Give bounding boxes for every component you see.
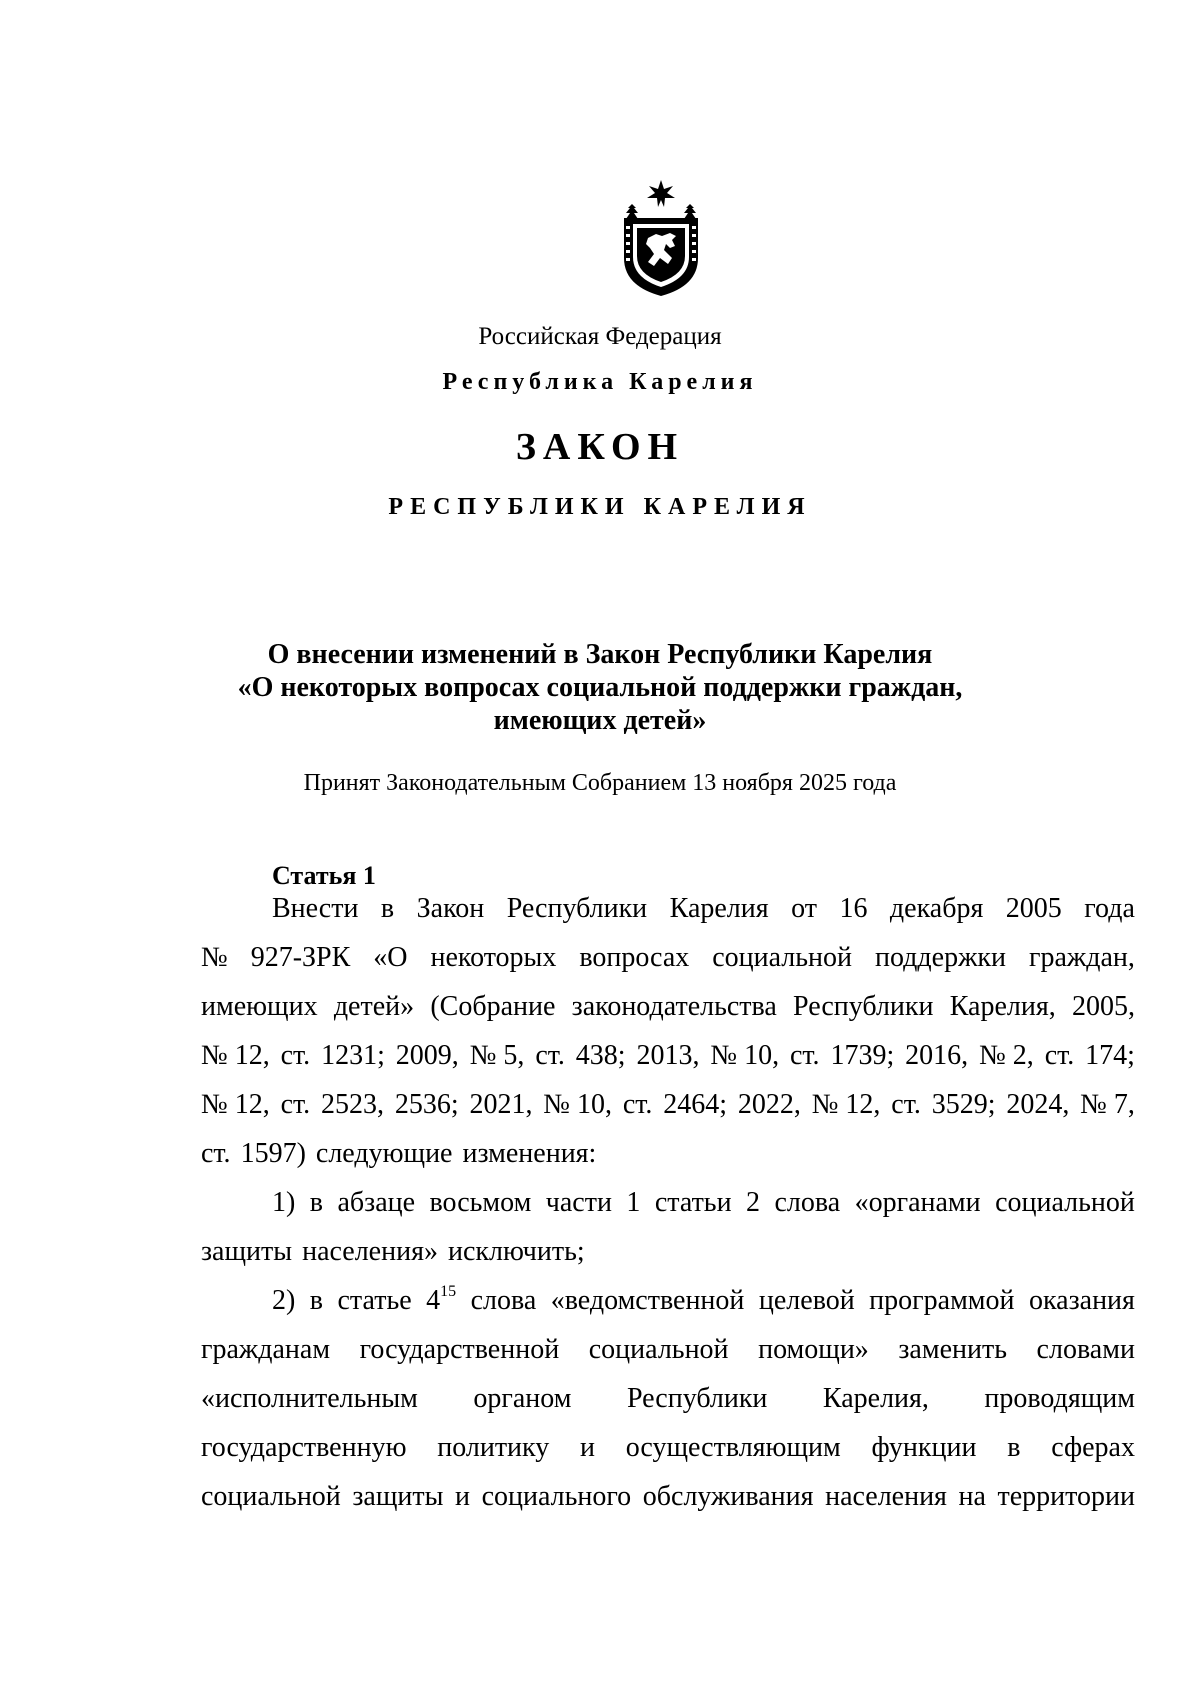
text-line	[201, 884, 1135, 933]
word: социальной	[995, 1187, 1135, 1218]
word: заменить	[898, 1334, 1007, 1365]
word: 2021,	[469, 1089, 533, 1120]
word: 16	[839, 893, 868, 924]
word: сферах	[1051, 1432, 1135, 1463]
word: социальной	[588, 1334, 729, 1365]
text-line	[201, 1423, 1135, 1472]
text-line	[201, 933, 1135, 982]
word: 927-ЗРК	[250, 942, 351, 973]
word: словами	[1036, 1334, 1135, 1365]
word: социального	[481, 1481, 632, 1512]
word: законодательства	[571, 991, 777, 1022]
text-line	[201, 1472, 1135, 1521]
word: «исполнительным	[201, 1383, 418, 1414]
word: ст.	[201, 1138, 231, 1169]
word: политику	[437, 1432, 550, 1463]
word: № 12,	[811, 1089, 881, 1120]
word: № 7,	[1080, 1089, 1135, 1120]
word: «органами	[854, 1187, 981, 1218]
word: обслуживания	[642, 1481, 814, 1512]
word: 1)	[272, 1187, 296, 1218]
word: изменения:	[462, 1138, 597, 1169]
word: некоторых	[430, 942, 557, 973]
word: детей»	[333, 991, 415, 1022]
word: от	[791, 893, 817, 924]
text-line	[201, 1227, 1135, 1276]
word: 2536;	[394, 1089, 459, 1120]
word: целевой	[758, 1285, 855, 1316]
word: оказания	[1028, 1285, 1135, 1316]
adoption-note: Принят Законодательным Собранием 13 ноября 2025 года	[303, 770, 897, 796]
word: 2013,	[636, 1040, 700, 1071]
word: статье	[337, 1285, 412, 1316]
word: «ведомственной	[550, 1285, 745, 1316]
word: имеющих	[201, 991, 318, 1022]
word: ст.	[535, 1040, 565, 1071]
word: (Собрание	[430, 991, 556, 1022]
word: гражданам	[201, 1334, 331, 1365]
text-line	[201, 982, 1135, 1031]
text-line	[201, 1325, 1135, 1374]
word: слова	[470, 1285, 537, 1316]
law-title-line: «О некоторых вопросах социальной поддержки граждан,	[237, 672, 963, 703]
word: Закон	[416, 893, 485, 924]
article-number-superscript: 15	[440, 1282, 457, 1300]
word: в	[1007, 1432, 1021, 1463]
word: №	[201, 942, 228, 973]
word: 174;	[1085, 1040, 1135, 1071]
word: 2009,	[395, 1040, 459, 1071]
word: защиты	[352, 1481, 444, 1512]
word: исключить;	[447, 1236, 585, 1267]
word: № 5,	[469, 1040, 525, 1071]
word: 2523,	[320, 1089, 384, 1120]
country-name: Российская Федерация	[478, 323, 722, 350]
law-title	[0, 638, 1200, 737]
word: «О	[373, 942, 408, 973]
word: органом	[473, 1383, 572, 1414]
word: в	[380, 893, 395, 924]
word: вопросах	[579, 942, 690, 973]
article-body	[201, 884, 1135, 1521]
word: 2024,	[1006, 1089, 1070, 1120]
text-line	[201, 1080, 1135, 1129]
word: населения»	[302, 1236, 438, 1267]
word: Внести	[272, 893, 359, 924]
word: 1	[626, 1187, 641, 1218]
word: ст.	[280, 1089, 311, 1120]
word: государственной	[359, 1334, 560, 1365]
word: 438;	[575, 1040, 626, 1071]
word: помощи»	[758, 1334, 869, 1365]
text-line	[201, 1178, 1135, 1227]
word: поддержки	[874, 942, 1007, 973]
word: ст.	[1044, 1040, 1075, 1071]
word: социальной	[201, 1481, 341, 1512]
word: в	[309, 1285, 324, 1316]
word: и	[455, 1481, 471, 1512]
word: Республики	[626, 1383, 768, 1414]
article-heading: Статья 1	[272, 861, 376, 890]
word: № 10,	[710, 1040, 780, 1071]
word: территории	[997, 1481, 1135, 1512]
word: программой	[869, 1285, 1015, 1316]
word: Республики	[793, 991, 934, 1022]
word: защиты	[201, 1236, 293, 1267]
word: в	[309, 1187, 324, 1218]
republic-name: Республика Карелия	[442, 369, 758, 395]
word: граждан,	[1028, 942, 1135, 973]
text-line	[201, 1276, 1135, 1325]
word: № 2,	[979, 1040, 1034, 1071]
word: абзаце	[337, 1187, 416, 1218]
word: социальной	[712, 942, 853, 973]
word: Карелия	[669, 893, 769, 924]
word: года	[1084, 893, 1135, 924]
word: 2	[746, 1187, 761, 1218]
word: проводящим	[984, 1383, 1135, 1414]
word: 2)	[272, 1285, 296, 1316]
word: 2005,	[1071, 991, 1135, 1022]
word: ст.	[280, 1040, 311, 1071]
word: статьи	[654, 1187, 732, 1218]
word: ст.	[891, 1089, 921, 1120]
word: 2016,	[905, 1040, 969, 1071]
text-line	[201, 1129, 1135, 1178]
word: декабря	[889, 893, 984, 924]
word: слова	[774, 1187, 841, 1218]
word: ст.	[790, 1040, 820, 1071]
word: № 12,	[201, 1040, 270, 1071]
word: 1739;	[830, 1040, 895, 1071]
word: Карелия,	[949, 991, 1056, 1022]
text-line	[201, 1031, 1135, 1080]
word: № 10,	[543, 1089, 612, 1120]
word: следующие	[315, 1138, 453, 1169]
word: восьмом	[429, 1187, 532, 1218]
word: функции	[871, 1432, 977, 1463]
word: 2464;	[663, 1089, 728, 1120]
word: 3529;	[931, 1089, 996, 1120]
coat-of-arms-emblem	[620, 178, 702, 298]
word: и	[580, 1432, 595, 1463]
text-line	[201, 1374, 1135, 1423]
word: 2022,	[737, 1089, 801, 1120]
document-type: ЗАКОН	[515, 426, 685, 468]
word: ст.	[622, 1089, 653, 1120]
word: 1597)	[240, 1138, 306, 1169]
word: населения	[825, 1481, 947, 1512]
article-number: $4^{15}$	[426, 1282, 457, 1316]
word: осуществляющим	[625, 1432, 841, 1463]
word: на	[958, 1481, 986, 1512]
document-type-subtitle: РЕСПУБЛИКИ КАРЕЛИЯ	[388, 494, 812, 520]
word: государственную	[201, 1432, 407, 1463]
word: № 12,	[201, 1089, 270, 1120]
law-title-line: О внесении изменений в Закон Республики Карелия	[267, 639, 933, 670]
word: Карелия,	[822, 1383, 929, 1414]
word: Республики	[506, 893, 648, 924]
word: 1231;	[321, 1040, 385, 1071]
word: части	[545, 1187, 612, 1218]
word: 2005	[1005, 893, 1062, 924]
law-title-line: имеющих детей»	[493, 705, 707, 736]
